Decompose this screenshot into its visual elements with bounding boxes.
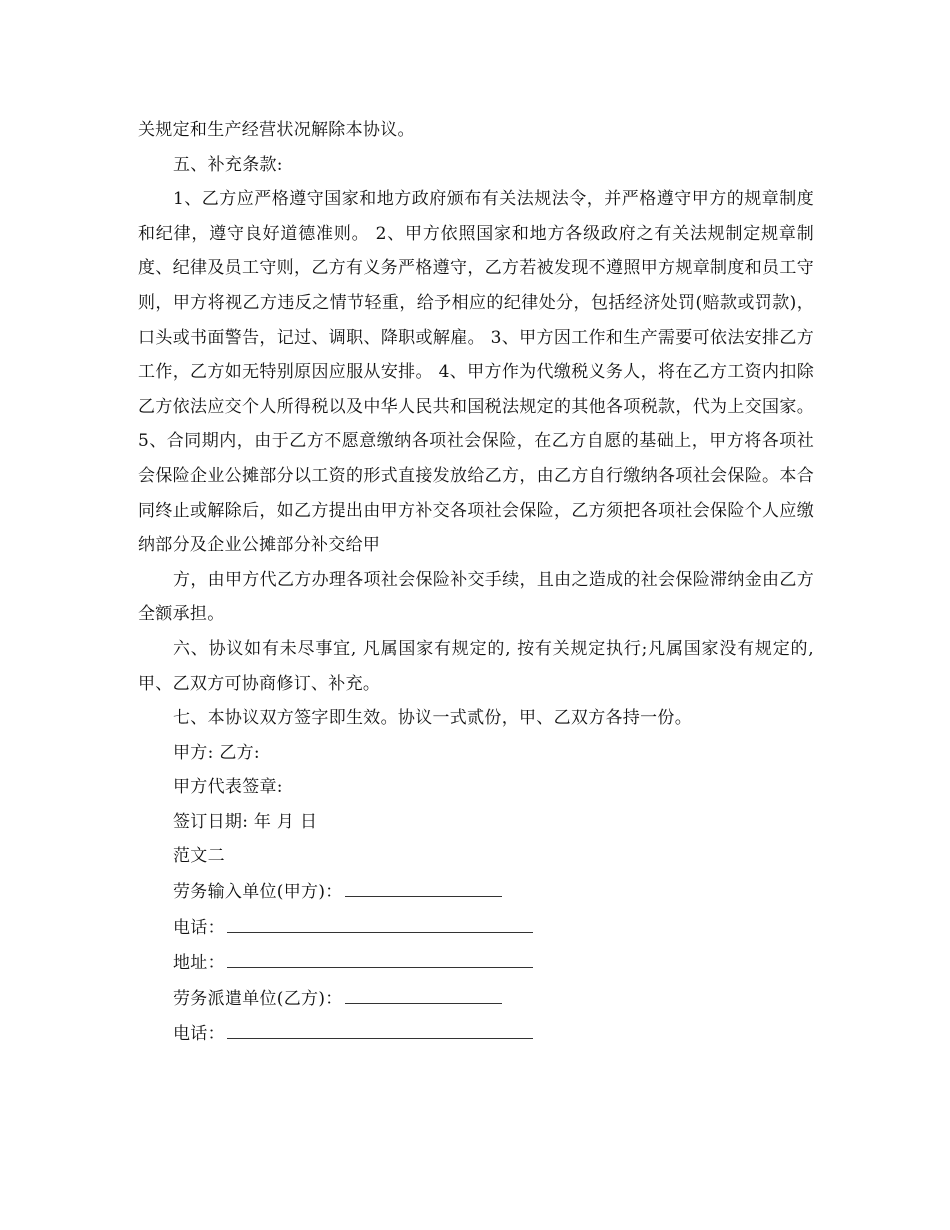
signing-date-line: 签订日期: 年 月 日 (173, 811, 318, 832)
field-label: 电话： (173, 1024, 225, 1045)
section-7: 七、本协议双方签字即生效。协议一式贰份，甲、乙双方各持一份。 (173, 708, 692, 729)
fill-in-blank[interactable] (227, 945, 533, 968)
document-body (138, 113, 814, 1052)
fill-in-blank[interactable] (227, 910, 533, 933)
section-5-heading: 五、补充条款: (173, 154, 283, 175)
labor-input-unit-field (138, 874, 814, 910)
section-6: 六、协议如有未尽事宜, 凡属国家有规定的, 按有关规定执行;凡属国家没有规定的, 甲、乙双方可协商修订、补充。 (138, 638, 814, 694)
party-b-phone-field (138, 1016, 814, 1052)
fill-in-blank[interactable] (345, 874, 502, 897)
field-label: 地址： (173, 953, 225, 974)
representative-seal-line: 甲方代表签章: (173, 777, 283, 798)
supplementary-clauses: 1、乙方应严格遵守国家和地方政府颁布有关法规法令，并严格遵守甲方的规章制度和纪律，遵守良好道德准则。 2、甲方依照国家和地方各级政府之有关法规制定规章制度、纪律及员工守则，乙方有义务严格遵守，乙方若被发现不遵照甲方规章制度和员工守则，甲方将视乙方违反之情节轻重，给予相应的纪律处分，包括经济处罚(赔款或罚款)，口头或书面警告，记过、调职、降职或解雇。 3、甲方因工作和生产需要可依法安排乙方工作，乙方如无特别原因应服从安排。 4、甲方作为代缴税义务人，将在乙方工资内扣除乙方依法应交个人所得税以及中华人民共和国税法规定的其他各项税款，代为上交国家。 5、合同期内，由于乙方不愿意缴纳各项社会保险，在乙方自愿的基础上，甲方将各项社会保险企业公摊部分以工资的形式直接发放给乙方，由乙方自行缴纳各项社会保险。本合同终止或解除后，如乙方提出由甲方补交各项社会保险，乙方须把各项社会保险个人应缴纳部分及企业公摊部分补交给甲 (138, 189, 814, 556)
field-label: 电话： (173, 917, 225, 938)
fill-in-blank[interactable] (227, 1016, 533, 1039)
paragraph-continuation: 关规定和生产经营状况解除本协议。 (138, 120, 415, 140)
labor-dispatch-unit-field (138, 981, 814, 1017)
fill-in-blank[interactable] (345, 981, 502, 1004)
party-signature-line: 甲方: 乙方: (173, 742, 260, 763)
field-label: 劳务派遣单位(乙方)： (173, 988, 343, 1009)
party-a-phone-field (138, 910, 814, 946)
party-a-address-field (138, 945, 814, 981)
sample-2-heading: 范文二 (173, 846, 225, 867)
field-label: 劳务输入单位(甲方)： (173, 882, 343, 903)
supplementary-clauses-continued: 方，由甲方代乙方办理各项社会保险补交手续，且由之造成的社会保险滞纳金由乙方全额承担。 (138, 569, 814, 625)
